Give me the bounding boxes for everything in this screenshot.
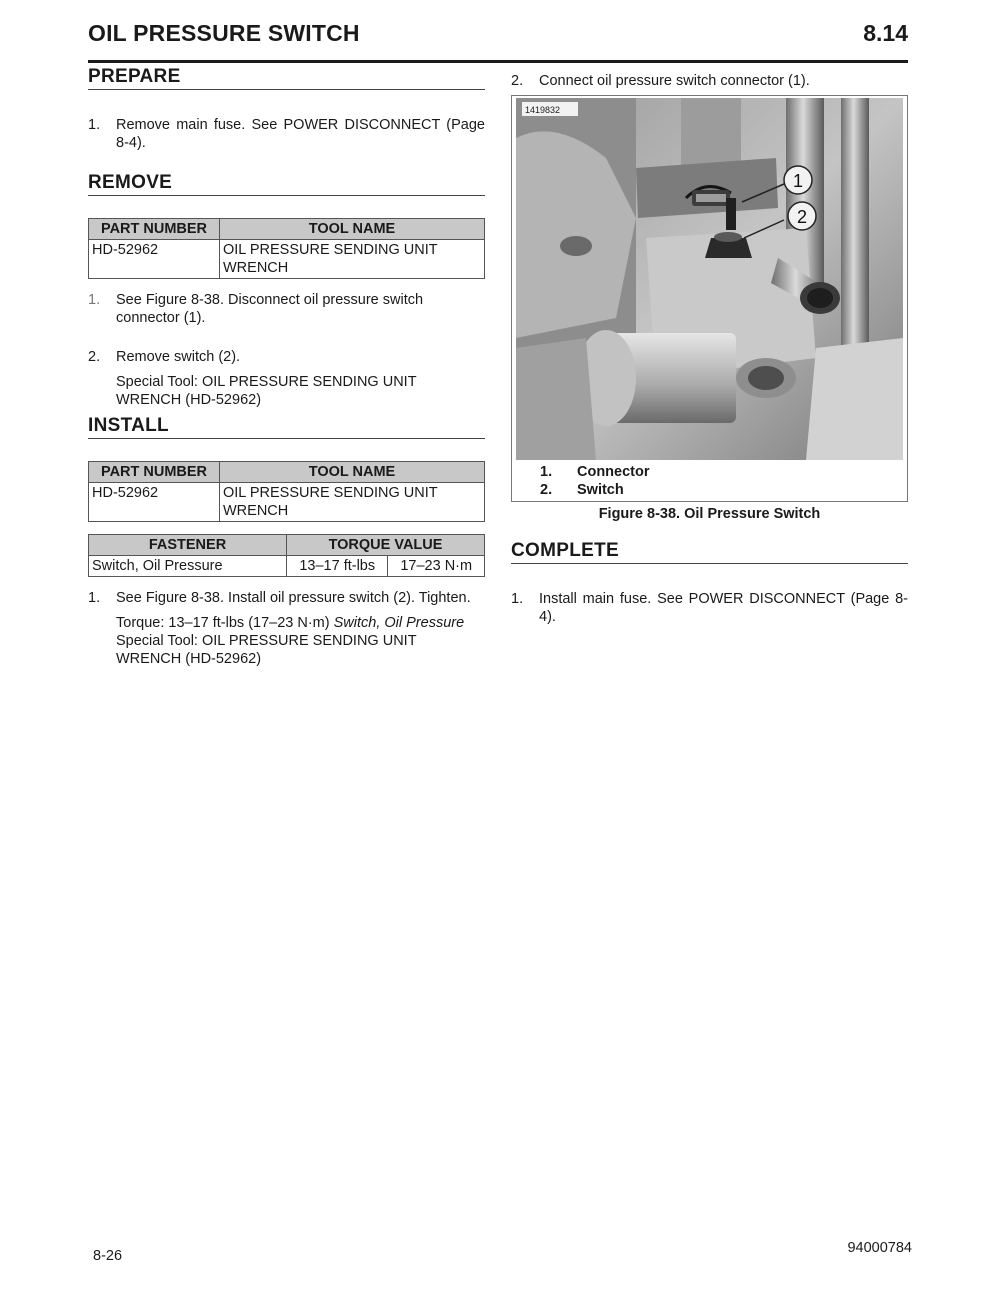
table-header-row: [89, 535, 485, 556]
complete-heading: COMPLETE: [511, 540, 908, 564]
cell-torque-nm: 17–23 N·m: [388, 556, 485, 577]
step-text: See Figure 8-38. Install oil pressure switch (2). Tighten.: [116, 590, 471, 606]
step-number: 1.: [88, 590, 101, 606]
document-number: 94000784: [847, 1240, 912, 1256]
prepare-heading: PREPARE: [88, 66, 485, 90]
cell-part-number: HD-52962: [89, 240, 220, 279]
install-torque-spec: [88, 614, 485, 632]
col-header-tool-name: TOOL NAME: [220, 219, 485, 240]
col-header-tool-name: TOOL NAME: [220, 462, 485, 483]
step-text: Remove main fuse. See POWER DISCONNECT (Page 8-4).: [116, 117, 485, 151]
legend-label: Switch: [577, 482, 624, 498]
cell-tool-name: OIL PRESSURE SENDING UNIT WRENCH: [220, 483, 485, 522]
table-row: [89, 556, 485, 577]
install-heading: INSTALL: [88, 415, 485, 439]
engine-photo: [516, 98, 903, 460]
step-text: See Figure 8-38. Disconnect oil pressure switch connector (1).: [116, 292, 424, 326]
step-number: 2.: [511, 73, 524, 89]
install-tool-table: [88, 461, 485, 522]
install-special-tool: Special Tool: OIL PRESSURE SENDING UNIT WRENCH (HD-52962): [116, 633, 417, 667]
figure-caption: Figure 8-38. Oil Pressure Switch: [598, 506, 821, 522]
legend-number: 2.: [540, 482, 553, 498]
step-number: 1.: [511, 591, 524, 607]
section-number: 8.14: [863, 20, 908, 46]
legend-item: [540, 463, 650, 481]
remove-tool-table: [88, 218, 485, 279]
figure-image-id: 1419832: [525, 105, 561, 115]
remove-step-2: [88, 348, 485, 366]
step-number: 1.: [88, 117, 101, 133]
figure-legend: [540, 463, 650, 499]
remove-step-1: [88, 291, 485, 327]
callout-2-label: 2: [796, 207, 808, 227]
col-header-part-number: PART NUMBER: [89, 219, 220, 240]
callout-1-label: 1: [792, 171, 804, 191]
right-column: [511, 66, 908, 626]
header-rule: [88, 60, 908, 63]
table-header-row: [89, 462, 485, 483]
fastener-table: [88, 534, 485, 577]
prepare-step-1: [88, 116, 485, 152]
page-number: 8-26: [93, 1248, 123, 1264]
complete-step-1: [511, 590, 908, 626]
step-text: Install main fuse. See POWER DISCONNECT (Page 8-4).: [539, 591, 908, 625]
page-title: OIL PRESSURE SWITCH: [88, 20, 360, 46]
torque-value: Torque: 13–17 ft-lbs (17–23 N·m): [116, 615, 330, 631]
step-number: 1.: [88, 292, 101, 308]
table-row: [89, 240, 485, 279]
cell-fastener: Switch, Oil Pressure: [89, 556, 287, 577]
cell-torque-ftlbs: 13–17 ft-lbs: [287, 556, 388, 577]
col-header-part-number: PART NUMBER: [89, 462, 220, 483]
remove-special-tool: Special Tool: OIL PRESSURE SENDING UNIT WRENCH (HD-52962): [116, 374, 417, 408]
remove-heading: REMOVE: [88, 172, 485, 196]
torque-item: Switch, Oil Pressure: [333, 615, 465, 631]
step-text: Connect oil pressure switch connector (1).: [539, 73, 810, 89]
cell-part-number: HD-52962: [89, 483, 220, 522]
col-header-torque-value: TORQUE VALUE: [287, 535, 485, 556]
col-header-fastener: FASTENER: [89, 535, 287, 556]
step-text: Remove switch (2).: [116, 349, 241, 365]
table-row: [89, 483, 485, 522]
table-header-row: [89, 219, 485, 240]
legend-item: [540, 481, 650, 499]
engine-photo-illustration: [516, 98, 903, 460]
legend-label: Connector: [577, 464, 650, 480]
step-number: 2.: [88, 349, 101, 365]
install-step-1: [88, 589, 485, 607]
legend-number: 1.: [540, 464, 553, 480]
figure-8-38: [511, 95, 908, 502]
connect-step-2: [511, 72, 908, 90]
cell-tool-name: OIL PRESSURE SENDING UNIT WRENCH: [220, 240, 485, 279]
left-column: [88, 66, 485, 668]
